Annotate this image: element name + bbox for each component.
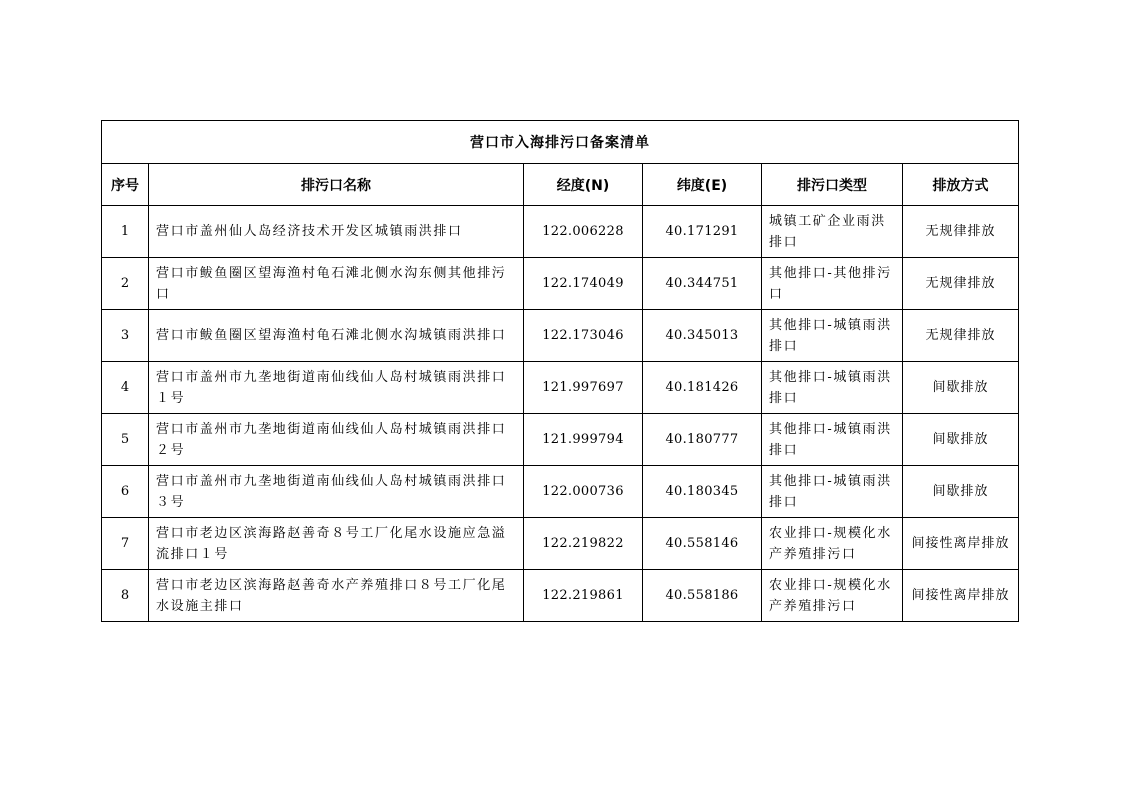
cell-longitude: 122.000736 (524, 466, 643, 518)
header-index: 序号 (102, 164, 149, 206)
cell-name: 营口市盖州市九垄地街道南仙线仙人岛村城镇雨洪排口２号 (149, 414, 524, 466)
cell-name: 营口市盖州市九垄地街道南仙线仙人岛村城镇雨洪排口３号 (149, 466, 524, 518)
cell-index: 4 (102, 362, 149, 414)
cell-latitude: 40.344751 (643, 258, 762, 310)
cell-longitude: 121.997697 (524, 362, 643, 414)
cell-type: 城镇工矿企业雨洪排口 (762, 206, 903, 258)
cell-latitude: 40.345013 (643, 310, 762, 362)
cell-index: 1 (102, 206, 149, 258)
header-type: 排污口类型 (762, 164, 903, 206)
header-latitude: 纬度(E) (643, 164, 762, 206)
cell-longitude: 122.219861 (524, 570, 643, 622)
cell-mode (903, 310, 1019, 362)
cell-mode-text: 无规律排放 (925, 224, 996, 239)
cell-latitude: 40.171291 (643, 206, 762, 258)
cell-mode-text: 间歇排放 (932, 484, 989, 499)
table-row (102, 310, 1019, 362)
header-mode: 排放方式 (903, 164, 1019, 206)
cell-type: 其他排口-城镇雨洪排口 (762, 414, 903, 466)
table-row (102, 258, 1019, 310)
cell-name: 营口市鲅鱼圈区望海渔村龟石滩北侧水沟东侧其他排污口 (149, 258, 524, 310)
cell-longitude: 122.219822 (524, 518, 643, 570)
cell-index: 3 (102, 310, 149, 362)
table-row (102, 466, 1019, 518)
table-row (102, 206, 1019, 258)
cell-index: 7 (102, 518, 149, 570)
cell-longitude: 121.999794 (524, 414, 643, 466)
cell-longitude: 122.174049 (524, 258, 643, 310)
cell-type: 其他排口-城镇雨洪排口 (762, 310, 903, 362)
cell-index: 2 (102, 258, 149, 310)
cell-type: 其他排口-城镇雨洪排口 (762, 362, 903, 414)
cell-latitude: 40.180777 (643, 414, 762, 466)
table-row (102, 518, 1019, 570)
cell-index: 8 (102, 570, 149, 622)
header-longitude: 经度(N) (524, 164, 643, 206)
cell-index: 6 (102, 466, 149, 518)
cell-mode (903, 362, 1019, 414)
outfall-registry-table (101, 120, 1019, 622)
cell-latitude: 40.180345 (643, 466, 762, 518)
cell-name: 营口市鲅鱼圈区望海渔村龟石滩北侧水沟城镇雨洪排口 (149, 310, 524, 362)
cell-name: 营口市盖州市九垄地街道南仙线仙人岛村城镇雨洪排口１号 (149, 362, 524, 414)
table-row (102, 570, 1019, 622)
cell-mode (903, 518, 1019, 570)
cell-mode (903, 570, 1019, 622)
cell-latitude: 40.181426 (643, 362, 762, 414)
cell-mode (903, 258, 1019, 310)
cell-name: 营口市盖州仙人岛经济技术开发区城镇雨洪排口 (149, 206, 524, 258)
header-name: 排污口名称 (149, 164, 524, 206)
title-row (102, 121, 1019, 164)
cell-name: 营口市老边区滨海路赵善奇８号工厂化尾水设施应急溢流排口１号 (149, 518, 524, 570)
cell-type: 其他排口-城镇雨洪排口 (762, 466, 903, 518)
cell-name: 营口市老边区滨海路赵善奇水产养殖排口８号工厂化尾水设施主排口 (149, 570, 524, 622)
cell-index: 5 (102, 414, 149, 466)
table-row (102, 362, 1019, 414)
table-row (102, 414, 1019, 466)
cell-type: 农业排口-规模化水产养殖排污口 (762, 570, 903, 622)
cell-mode-text: 间接性离岸排放 (911, 536, 1010, 551)
cell-type: 农业排口-规模化水产养殖排污口 (762, 518, 903, 570)
cell-type: 其他排口-其他排污口 (762, 258, 903, 310)
table-title: 营口市入海排污口备案清单 (102, 121, 1019, 164)
cell-longitude: 122.006228 (524, 206, 643, 258)
cell-longitude: 122.173046 (524, 310, 643, 362)
cell-latitude: 40.558186 (643, 570, 762, 622)
cell-mode-text: 无规律排放 (925, 276, 996, 291)
cell-mode-text: 无规律排放 (925, 328, 996, 343)
cell-mode-text: 间歇排放 (932, 380, 989, 395)
table-body (102, 206, 1019, 622)
header-row (102, 164, 1019, 206)
cell-mode-text: 间歇排放 (932, 432, 989, 447)
cell-mode (903, 206, 1019, 258)
cell-mode (903, 466, 1019, 518)
cell-mode (903, 414, 1019, 466)
cell-mode-text: 间接性离岸排放 (911, 588, 1010, 603)
cell-latitude: 40.558146 (643, 518, 762, 570)
